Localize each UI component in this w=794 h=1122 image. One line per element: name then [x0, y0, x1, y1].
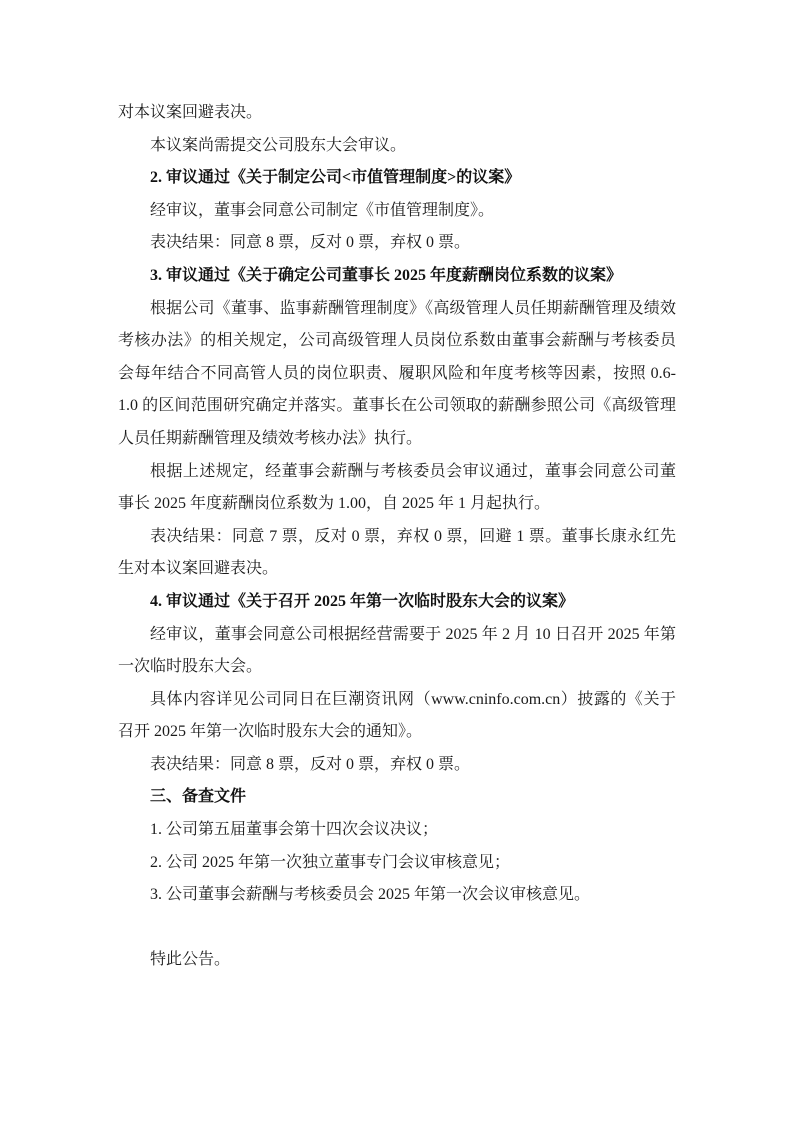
- paragraph: 经审议，董事会同意公司制定《市值管理制度》。: [150, 201, 495, 219]
- paragraph: 具体内容详见公司同日在巨潮资讯网（www.cninfo.com.cn）披露的《关于召开 2025 年第一次临时股东大会的通知》。: [118, 690, 676, 741]
- paragraph: 对本议案回避表决。: [118, 104, 263, 121]
- section-heading: 4. 审议通过《关于召开 2025 年第一次临时股东大会的议案》: [150, 592, 575, 610]
- paragraph: 3. 公司董事会薪酬与考核委员会 2025 年第一次会议审核意见。: [150, 886, 591, 904]
- section-heading: 三、备查文件: [150, 788, 247, 806]
- paragraph: 本议案尚需提交公司股东大会审议。: [150, 136, 407, 154]
- blank-line: [118, 912, 676, 945]
- paragraph: 表决结果：同意 7 票，反对 0 票，弃权 0 票，回避 1 票。董事长康永红先生对本议案回避表决。: [118, 527, 676, 578]
- paragraph: 表决结果：同意 8 票，反对 0 票，弃权 0 票。: [150, 234, 471, 252]
- section-heading: 3. 审议通过《关于确定公司董事长 2025 年度薪酬岗位系数的议案》: [150, 266, 623, 284]
- paragraph: 经审议，董事会同意公司根据经营需要于 2025 年 2 月 10 日召开 2025 年第一次临时股东大会。: [118, 625, 676, 676]
- paragraph: 2. 公司 2025 年第一次独立董事专门会议审核意见；: [150, 853, 511, 871]
- paragraph: 特此公告。: [150, 951, 231, 969]
- section-heading: 2. 审议通过《关于制定公司<市值管理制度>的议案》: [150, 169, 521, 187]
- paragraph: 根据上述规定，经董事会薪酬与考核委员会审议通过，董事会同意公司董事长 2025 年度薪酬岗位系数为 1.00，自 2025 年 1 月起执行。: [118, 462, 676, 513]
- paragraph: 1. 公司第五届董事会第十四次会议决议；: [150, 821, 439, 839]
- paragraph: 根据公司《董事、监事薪酬管理制度》《高级管理人员任期薪酬管理及绩效考核办法》的相关规定，公司高级管理人员岗位系数由董事会薪酬与考核委员会每年结合不同高管人员的岗位职责、履职风险和年度考核等因素，按照 0.6-1.0 的区间范围研究确定并落实。董事长在公司领取的薪酬参照公司《高级管理人员任期薪酬管理及绩效考核办法》执行。: [118, 299, 676, 447]
- document-body: [118, 97, 676, 977]
- paragraph: 表决结果：同意 8 票，反对 0 票，弃权 0 票。: [150, 755, 471, 773]
